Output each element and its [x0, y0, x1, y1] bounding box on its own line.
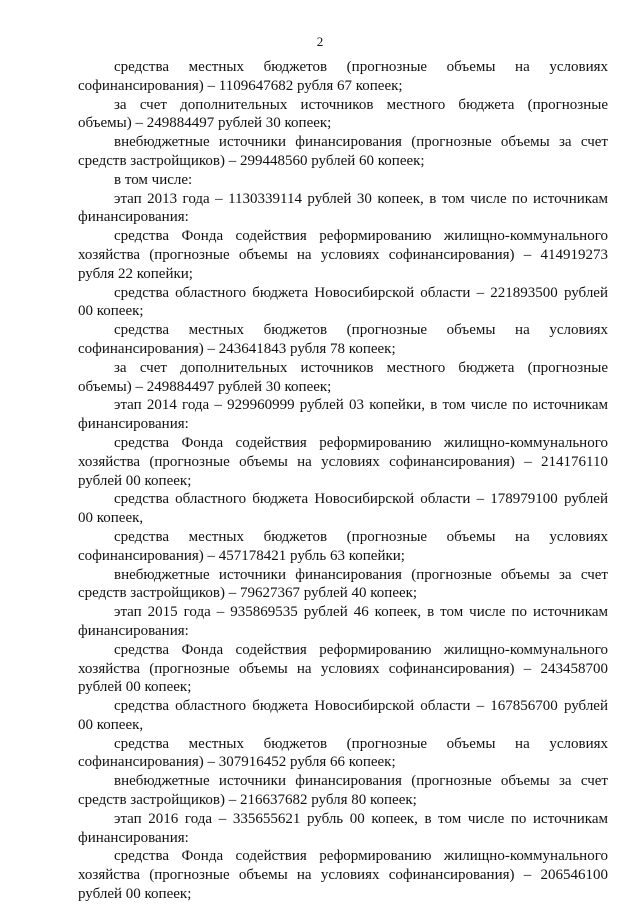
- paragraph: этап 2015 года – 935869535 рублей 46 копеек, в том числе по источникам финансирования:: [78, 604, 608, 639]
- paragraph: средства областного бюджета Новосибирской области – 178979100 рублей 00 копеек,: [78, 491, 608, 527]
- paragraph: этап 2013 года – 1130339114 рублей 30 копеек, в том числе по источникам финансирования:: [78, 190, 608, 226]
- paragraph: средства местных бюджетов (прогнозные объемы на условиях софинансирования) – 457178421 рубль 63 копейки;: [78, 528, 608, 564]
- paragraph: за счет дополнительных источников местного бюджета (прогнозные объемы) – 249884497 рублей 30 копеек;: [78, 96, 608, 132]
- paragraph: средства местных бюджетов (прогнозные объемы на условиях софинансирования) – 1109647682 рубля 67 копеек;: [78, 59, 608, 94]
- paragraph: внебюджетные источники финансирования (прогнозные объемы за счет средств застройщиков) – 299448560 рублей 60 копеек;: [78, 134, 608, 169]
- paragraph: средства областного бюджета Новосибирской области – 221893500 рублей 00 копеек;: [78, 284, 608, 320]
- paragraph: средства Фонда содействия реформированию жилищно-коммунального хозяйства (прогнозные объемы на условиях софинансирования) – 414919273 рубля 22 копейки;: [78, 228, 608, 282]
- paragraph: средства Фонда содействия реформированию жилищно-коммунального хозяйства (прогнозные объемы на условиях софинансирования) – 206546100 рублей 00 копеек;: [78, 848, 608, 903]
- paragraph: внебюджетные источники финансирования (прогнозные объемы за счет средств застройщиков) – 216637682 рубля 80 копеек;: [78, 773, 608, 809]
- paragraph: средства областного бюджета Новосибирской области – 167856700 рублей 00 копеек,: [78, 698, 608, 733]
- document-body: [78, 58, 608, 904]
- paragraph: средства Фонда содействия реформированию жилищно-коммунального хозяйства (прогнозные объемы на условиях софинансирования) – 214176110 рублей 00 копеек;: [78, 434, 608, 489]
- paragraph: за счет дополнительных источников местного бюджета (прогнозные объемы) – 249884497 рублей 30 копеек;: [78, 359, 608, 395]
- paragraph: средства местных бюджетов (прогнозные объемы на условиях софинансирования) – 243641843 рубля 78 копеек;: [78, 322, 608, 357]
- paragraph: средства Фонда содействия реформированию жилищно-коммунального хозяйства (прогнозные объемы на условиях софинансирования) – 243458700 рублей 00 копеек;: [78, 641, 608, 696]
- paragraph: этап 2016 года – 335655621 рубль 00 копеек, в том числе по источникам финансирования:: [78, 810, 608, 846]
- paragraph: внебюджетные источники финансирования (прогнозные объемы за счет средств застройщиков) – 79627367 рублей 40 копеек;: [78, 566, 608, 602]
- page-number: 2: [316, 34, 324, 49]
- paragraph: этап 2014 года – 929960999 рублей 03 копейки, в том числе по источникам финансирования:: [78, 397, 608, 433]
- paragraph: в том числе:: [114, 171, 193, 188]
- paragraph: средства местных бюджетов (прогнозные объемы на условиях софинансирования) – 307916452 рубля 66 копеек;: [78, 735, 608, 771]
